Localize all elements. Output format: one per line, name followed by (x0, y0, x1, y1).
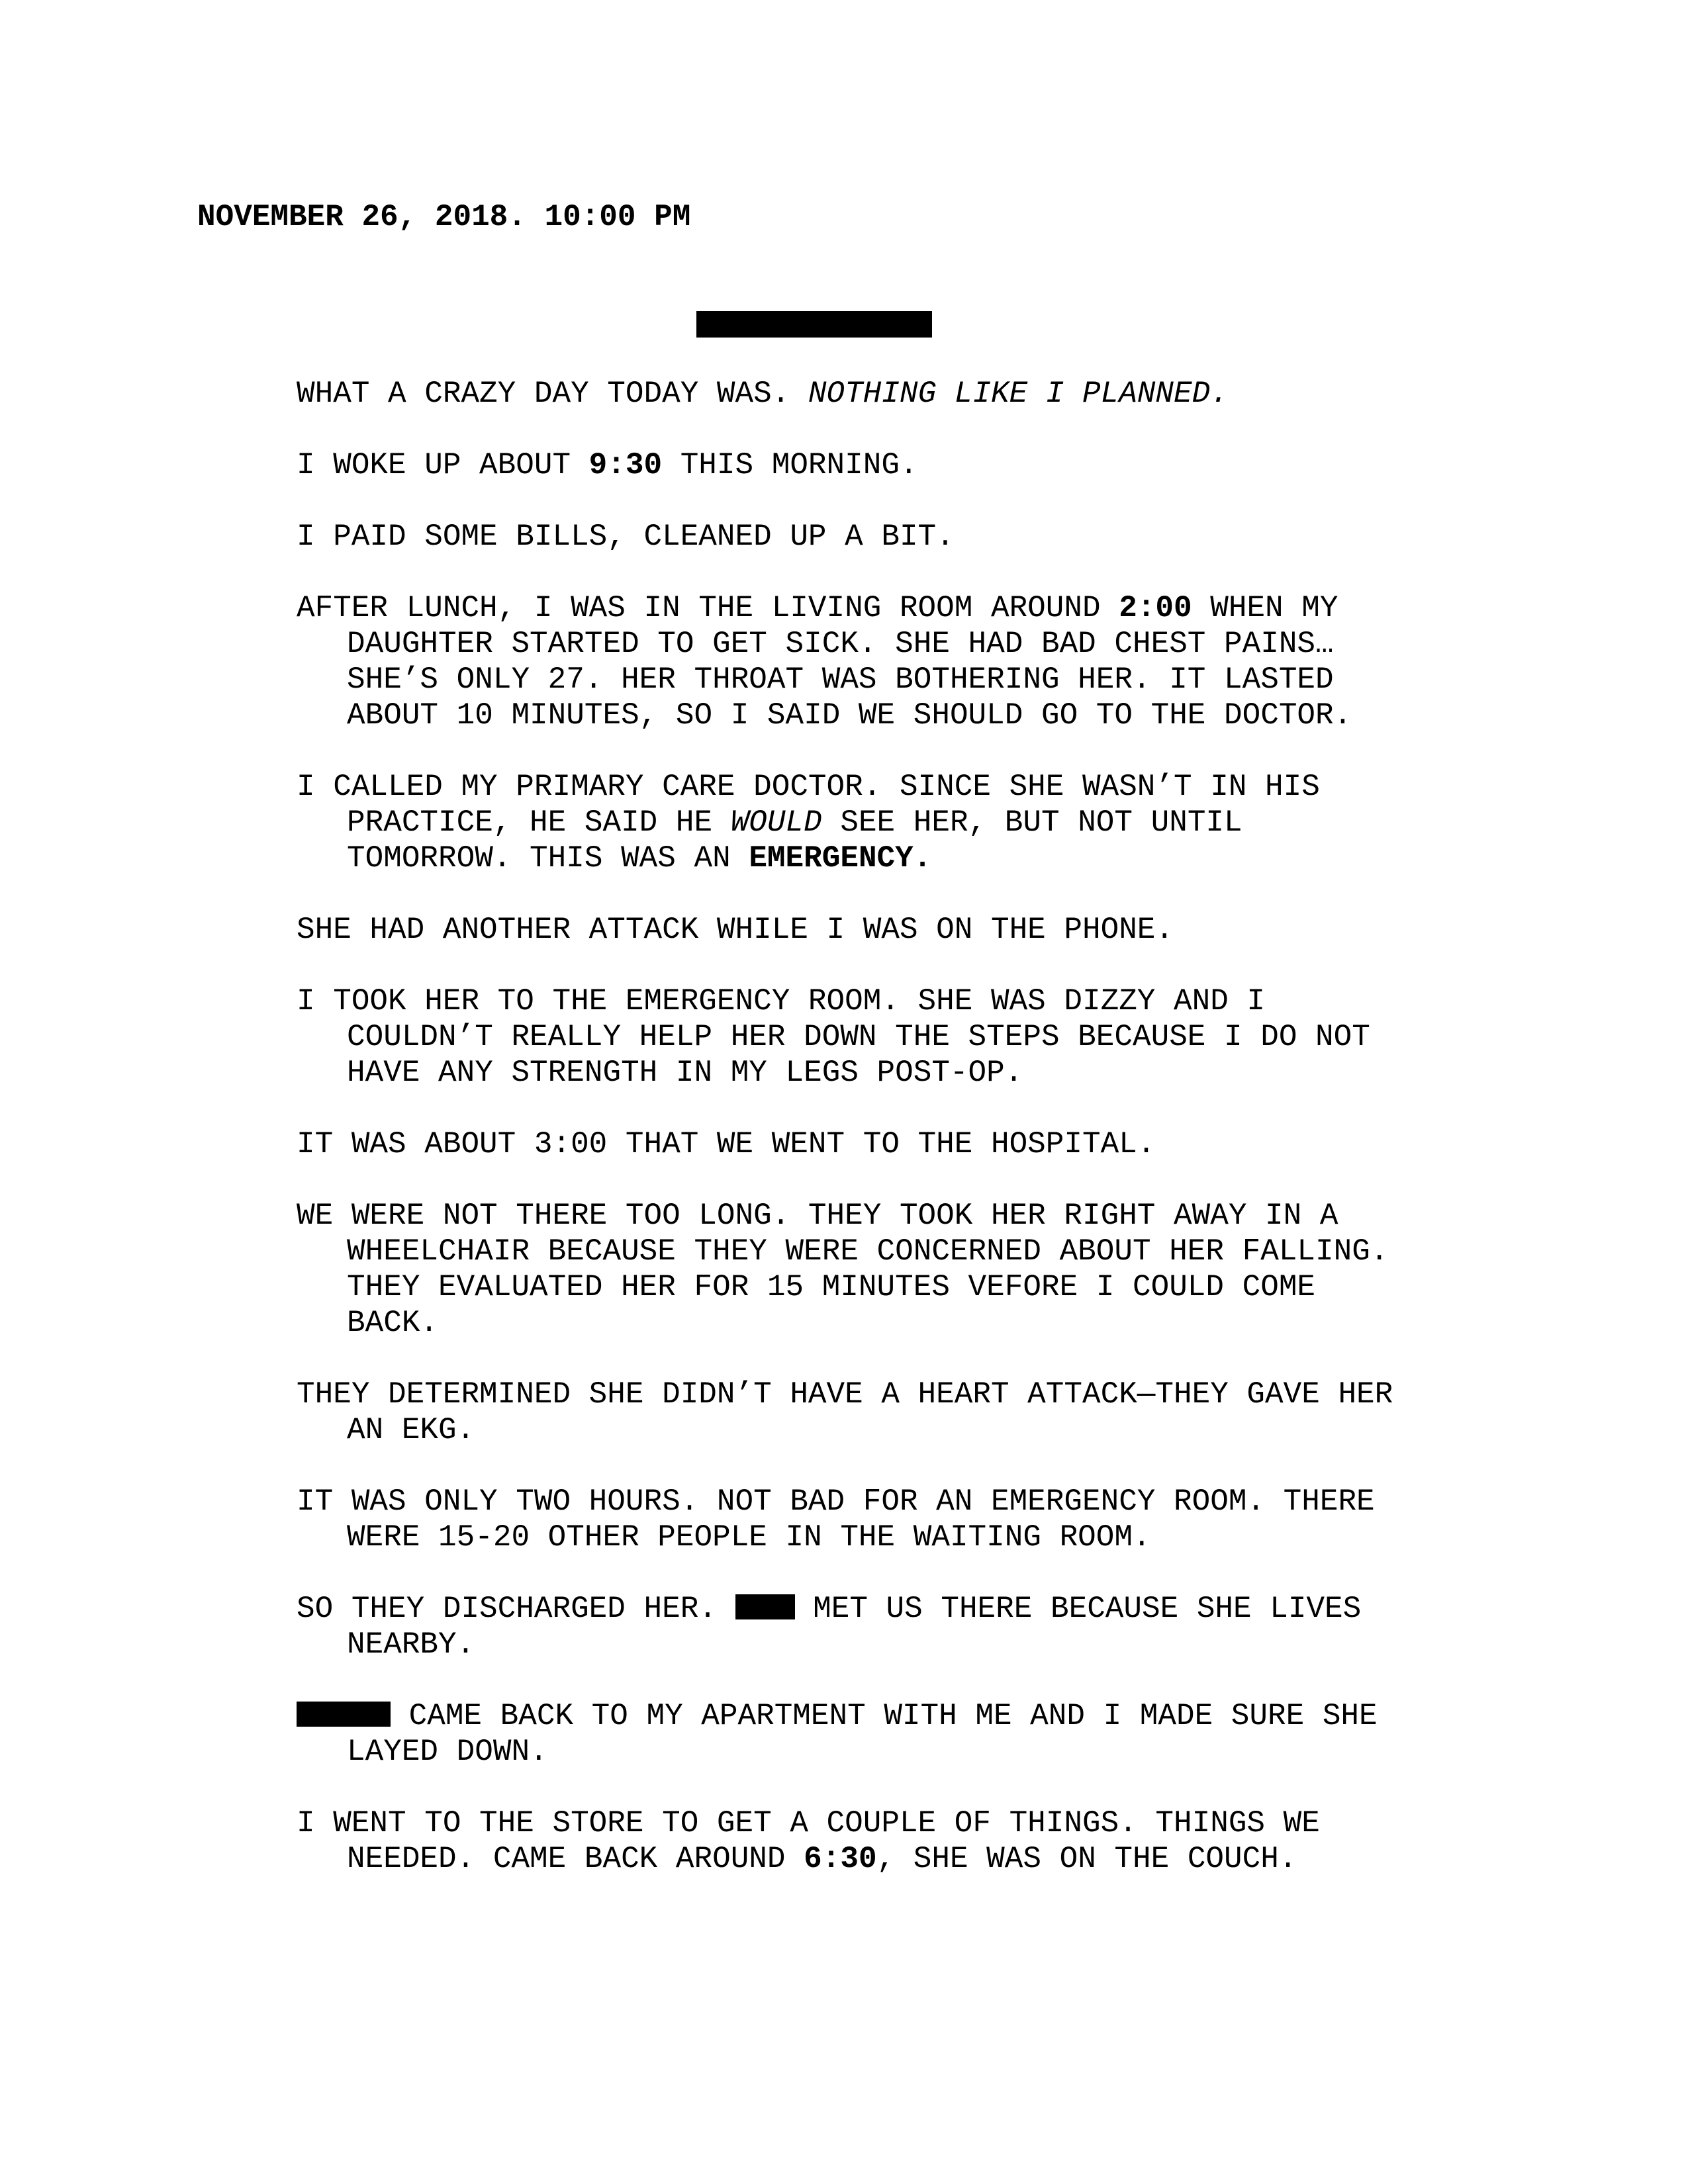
bold-text: 2:00 (1119, 591, 1192, 625)
italic-text: WOULD (730, 805, 822, 840)
redaction-bar (735, 1594, 795, 1619)
journal-entries (297, 376, 1422, 1913)
redaction-bar (297, 1702, 391, 1727)
paragraph-text: SEE HER, BUT NOT UNTIL TOMORROW. THIS WAS AN (347, 805, 1261, 876)
paragraph-text: I PAID SOME BILLS, CLEANED UP A BIT. (297, 520, 955, 554)
paragraph-text: WHAT A CRAZY DAY TODAY WAS. (297, 377, 808, 411)
paragraph-text: I TOOK HER TO THE EMERGENCY ROOM. SHE WAS DIZZY AND I COULDN’T REALLY HELP HER DOWN THE STEPS BECAUSE I DO NOT HAVE ANY STRENGTH IN MY LEGS POST-OP. (297, 984, 1389, 1090)
journal-paragraph (297, 769, 1422, 876)
italic-text: NOTHING LIKE I PLANNED. (808, 377, 1229, 411)
journal-paragraph (297, 1484, 1422, 1555)
paragraph-text: CAME BACK TO MY APARTMENT WITH ME AND I MADE SURE SHE LAYED DOWN. (347, 1699, 1396, 1769)
bold-text: 9:30 (588, 448, 663, 482)
title-redaction-bar (696, 311, 932, 338)
paragraph-text: I CALLED MY PRIMARY CARE DOCTOR. SINCE SHE WASN’T IN HIS PRACTICE, HE SAID HE (297, 770, 1338, 840)
paragraph-text: I WOKE UP ABOUT (297, 448, 589, 482)
journal-paragraph (297, 983, 1422, 1091)
bold-text: EMERGENCY. (749, 841, 932, 876)
paragraph-text: WHEN MY DAUGHTER STARTED TO GET SICK. SHE HAD BAD CHEST PAINS… SHE’S ONLY 27. HER THROAT WAS BOTHERING HER. IT LASTED ABOUT 10 MINUTES, SO I SAID WE SHOULD GO TO THE DOCTOR. (347, 591, 1357, 733)
paragraph-text: , SHE WAS ON THE COUCH. (876, 1842, 1297, 1876)
bold-text: 6:30 (804, 1842, 877, 1876)
journal-paragraph (297, 447, 1422, 483)
journal-paragraph (297, 1698, 1422, 1770)
paragraph-text: IT WAS ABOUT 3:00 THAT WE WENT TO THE HOSPITAL. (297, 1127, 1156, 1161)
journal-paragraph (297, 519, 1422, 555)
paragraph-text: THEY DETERMINED SHE DIDN’T HAVE A HEART ATTACK—THEY GAVE HER AN EKG. (297, 1377, 1411, 1447)
paragraph-text: THIS MORNING. (662, 448, 918, 482)
entry-date: NOVEMBER 26, 2018. 10:00 PM (197, 200, 691, 234)
paragraph-text: AFTER LUNCH, I WAS IN THE LIVING ROOM AROUND (297, 591, 1119, 625)
paragraph-text: I WENT TO THE STORE TO GET A COUPLE OF THINGS. THINGS WE NEEDED. CAME BACK AROUND (297, 1806, 1338, 1876)
journal-paragraph (297, 912, 1422, 948)
journal-paragraph (297, 1805, 1422, 1877)
paragraph-text: SHE HAD ANOTHER ATTACK WHILE I WAS ON THE PHONE. (297, 913, 1174, 947)
paragraph-text: IT WAS ONLY TWO HOURS. NOT BAD FOR AN EMERGENCY ROOM. THERE WERE 15-20 OTHER PEOPLE IN THE WAITING ROOM. (297, 1484, 1393, 1555)
paragraph-text: MET US THERE BECAUSE SHE LIVES NEARBY. (347, 1592, 1380, 1662)
journal-paragraph (297, 1377, 1422, 1448)
paragraph-text: SO THEY DISCHARGED HER. (297, 1592, 735, 1626)
journal-paragraph (297, 590, 1422, 733)
journal-paragraph (297, 376, 1422, 412)
journal-paragraph (297, 1591, 1422, 1662)
paragraph-text: WE WERE NOT THERE TOO LONG. THEY TOOK HER RIGHT AWAY IN A WHEELCHAIR BECAUSE THEY WERE CONCERNED ABOUT HER FALLING. THEY EVALUATED HER FOR 15 MINUTES VEFORE I COULD COME BACK. (297, 1199, 1407, 1340)
journal-paragraph (297, 1198, 1422, 1341)
journal-paragraph (297, 1126, 1422, 1162)
